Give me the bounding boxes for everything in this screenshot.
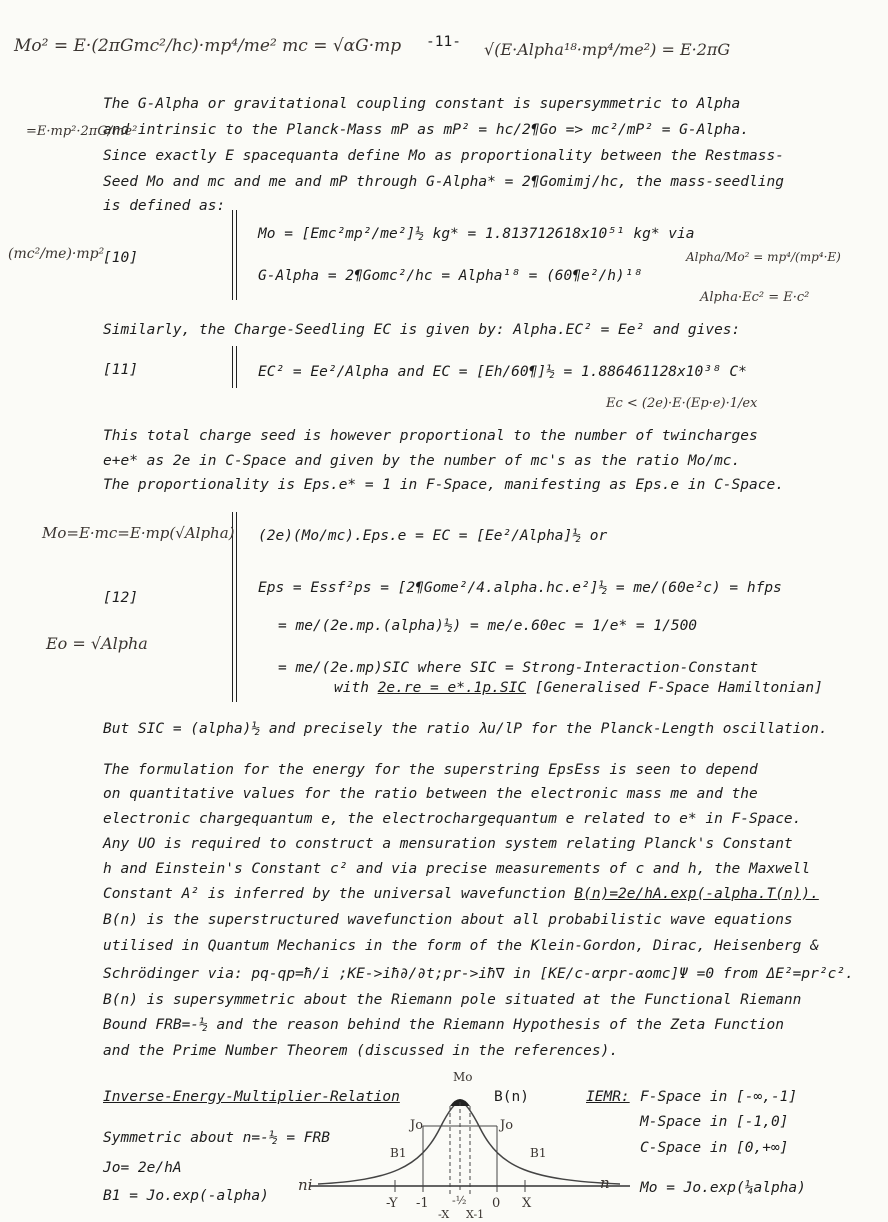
formulation-line-2: on quantitative values for the ratio between the electronic mass me and the bbox=[103, 786, 758, 802]
similarly-line: Similarly, the Charge-Seedling EC is given by: Alpha.EC² = Ee² and gives: bbox=[103, 322, 741, 338]
formulation-line-6 bbox=[103, 886, 819, 902]
graph-tick-label-minus-1: -1 bbox=[416, 1196, 429, 1211]
eq12-label: [12] bbox=[103, 590, 138, 606]
formulation-line-9: Schrödinger via: pq-qp=ħ/i ;KE->iħ∂/∂t;pr->iħ∇ in [KE/c-αrpr-αomc]Ψ =0 from ΔE²=pr²c². bbox=[103, 966, 854, 982]
margin-note-eq11: Ec < (2e)·E·(Ep·e)·1/ex bbox=[606, 396, 758, 411]
iemr-label: IEMR: bbox=[586, 1089, 630, 1105]
eq11-label: [11] bbox=[103, 362, 138, 378]
formulation-line-11: Bound FRB=-½ and the reason behind the Riemann Hypothesis of the Zeta Function bbox=[103, 1017, 784, 1033]
graph-tick-label-0: 0 bbox=[492, 1196, 501, 1211]
formulation-line-6-text: Constant A² is inferred by the universal wavefunction bbox=[103, 886, 575, 902]
graph-tick-label-minus-x: -X bbox=[438, 1208, 450, 1221]
graph-tick-label-x-minus-1: X-1 bbox=[466, 1208, 485, 1221]
wavefunction-formula: B(n)=2e/hA.exp(-alpha.T(n)). bbox=[574, 886, 819, 902]
eq11-bar bbox=[232, 346, 237, 388]
middle-line-2: e+e* as 2e in C-Space and given by the number of mc's as the ratio Mo/mc. bbox=[103, 453, 741, 469]
eq10-line-1: Mo = [Emc²mp²/me²]½ kg* = 1.813712618x10⁵¹ kg* via bbox=[258, 226, 695, 242]
margin-note-eq12-2: Eo = √Alpha bbox=[46, 634, 148, 653]
iemr-heading: Inverse-Energy-Multiplier-Relation bbox=[103, 1089, 400, 1105]
iemr-f-space: F-Space in [-∞,-1] bbox=[640, 1089, 798, 1105]
jo-line: Jo= 2e/hA bbox=[103, 1160, 182, 1176]
intro-line-5: is defined as: bbox=[103, 198, 226, 214]
eq12-line-5-suffix: [Generalised F-Space Hamiltonian] bbox=[526, 680, 823, 696]
middle-line-1: This total charge seed is however proportional to the number of twincharges bbox=[103, 428, 758, 444]
graph-jo-right: Jo bbox=[500, 1118, 514, 1133]
eq10-line-2: G-Alpha = 2¶Gomc²/hc = Alpha¹⁸ = (60¶e²/h)¹⁸ bbox=[258, 268, 643, 284]
graph-b1-left: B1 bbox=[390, 1146, 407, 1160]
graph-curve bbox=[318, 1102, 620, 1184]
graph-axis-left-label: ni bbox=[298, 1176, 313, 1194]
but-sic-line: But SIC = (alpha)½ and precisely the ratio λu/lP for the Planck-Length oscillation. bbox=[103, 721, 828, 737]
formulation-line-1: The formulation for the energy for the superstring EpsEss is seen to depend bbox=[103, 762, 758, 778]
middle-line-3: The proportionality is Eps.e* = 1 in F-Space, manifesting as Eps.e in C-Space. bbox=[103, 477, 784, 493]
eq10-label: [10] bbox=[103, 250, 138, 266]
annotation-top-right: √(E·Alpha¹⁸·mp⁴/me²) = E·2πG bbox=[484, 40, 731, 59]
formulation-line-5: h and Einstein's Constant c² and via precise measurements of c and h, the Maxwell bbox=[103, 861, 811, 877]
page-number: -11- bbox=[426, 34, 461, 50]
formulation-line-3: electronic chargequantum e, the electrochargequantum e related to e* in F-Space. bbox=[103, 811, 802, 827]
eq12-line-1: (2e)(Mo/mc).Eps.e = EC = [Ee²/Alpha]½ or bbox=[258, 528, 608, 544]
iemr-c-space: C-Space in [0,+∞] bbox=[640, 1140, 789, 1156]
eq12-line-5-prefix: with bbox=[334, 680, 378, 696]
graph-tick-label-minus-y: -Y bbox=[386, 1196, 398, 1211]
graph-curve-label: B(n) bbox=[494, 1089, 529, 1105]
eq11-line-1: EC² = Ee²/Alpha and EC = [Eh/60¶]½ = 1.886461128x10³⁸ C* bbox=[258, 364, 747, 380]
eq12-line-2: Eps = Essf²ps = [2¶Gome²/4.alpha.hc.e²]½ = me/(60e²c) = hfps bbox=[258, 580, 782, 596]
intro-line-3: Since exactly E spacequanta define Mo as proportionality between the Restmass- bbox=[103, 148, 784, 164]
eq12-line-5-hamiltonian: 2e.re = e*.1p.SIC bbox=[377, 680, 527, 696]
margin-note-eq10: (mc²/me)·mp² bbox=[8, 246, 105, 262]
eq12-line-4: = me/(2e.mp)SIC where SIC = Strong-Interaction-Constant bbox=[278, 660, 759, 676]
eq10-bar bbox=[232, 210, 237, 300]
graph-axis-right-label: n bbox=[600, 1174, 610, 1192]
formulation-line-8: utilised in Quantum Mechanics in the form of the Klein-Gordon, Dirac, Heisenberg & bbox=[103, 938, 819, 954]
margin-note-intro: =E·mp²·2πG/me² bbox=[26, 124, 138, 139]
eq12-line-3: = me/(2e.mp.(alpha)½) = me/e.60ec = 1/e* = 1/500 bbox=[278, 618, 698, 634]
graph-peak-label: Mo bbox=[453, 1070, 473, 1084]
mo-formula: Mo = Jo.exp(¼alpha) bbox=[640, 1180, 806, 1196]
formulation-line-4: Any UO is required to construct a mensuration system relating Planck's Constant bbox=[103, 836, 793, 852]
graph-tick-label-x: X bbox=[522, 1196, 532, 1211]
margin-note-eq10-right-2: Alpha·Ec² = E·c² bbox=[700, 290, 810, 305]
intro-line-4: Seed Mo and mc and me and mP through G-Alpha* = 2¶Gomimj/hc, the mass-seedling bbox=[103, 174, 784, 190]
wavefunction-graph bbox=[300, 1068, 640, 1218]
intro-line-1: The G-Alpha or gravitational coupling constant is supersymmetric to Alpha bbox=[103, 96, 741, 112]
graph-tick-label-minus-half: -½ bbox=[452, 1194, 467, 1207]
b1-line: B1 = Jo.exp(-alpha) bbox=[103, 1188, 269, 1204]
margin-note-eq12-1: Mo=E·mc=E·mp(√Alpha) bbox=[42, 524, 235, 542]
intro-line-2: and intrinsic to the Planck-Mass mP as mP² = hc/2¶Go => mc²/mP² = G-Alpha. bbox=[103, 122, 750, 138]
graph-b1-right: B1 bbox=[530, 1146, 547, 1160]
formulation-line-7: B(n) is the superstructured wavefunction about all probabilistic wave equations bbox=[103, 912, 793, 928]
formulation-line-10: B(n) is supersymmetric about the Riemann pole situated at the Functional Riemann bbox=[103, 992, 802, 1008]
iemr-m-space: M-Space in [-1,0] bbox=[640, 1114, 789, 1130]
eq12-line-5 bbox=[334, 680, 823, 696]
graph-jo-left: Jo bbox=[410, 1118, 424, 1133]
annotation-top-left: Mo² = E·(2πGmc²/hc)·mp⁴/me² mc = √αG·mp bbox=[14, 36, 402, 56]
formulation-line-12: and the Prime Number Theorem (discussed in the references). bbox=[103, 1043, 619, 1059]
margin-note-eq10-right-1: Alpha/Mo² = mp⁴/(mp⁴·E) bbox=[686, 250, 841, 264]
symmetric-line: Symmetric about n=-½ = FRB bbox=[103, 1130, 330, 1146]
